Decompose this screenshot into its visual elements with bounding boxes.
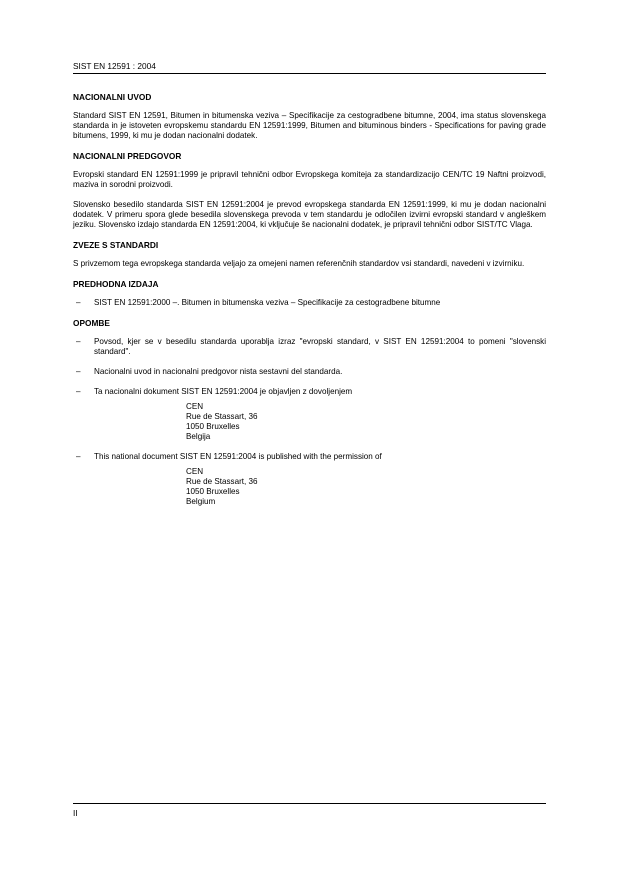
dash-bullet: –	[76, 452, 81, 461]
document-body	[73, 92, 546, 517]
page-header: SIST EN 12591 : 2004	[73, 61, 156, 71]
list-item	[73, 387, 546, 442]
address-line: Rue de Stassart, 36	[186, 412, 258, 421]
list-item	[73, 298, 546, 308]
address-line: Belgija	[186, 432, 211, 441]
section-heading: NACIONALNI UVOD	[73, 92, 152, 102]
list-item	[73, 367, 546, 377]
address-line: 1050 Bruxelles	[186, 487, 240, 496]
paragraph: S privzemom tega evropskega standarda veljajo za omejeni namen referenčnih standardov vsi standardi, navedeni v izvirniku.	[73, 259, 525, 268]
header-rule	[73, 73, 546, 74]
section-heading: OPOMBE	[73, 318, 110, 328]
footer-rule	[73, 803, 546, 804]
address-line: Belgium	[186, 497, 216, 506]
address-line: 1050 Bruxelles	[186, 422, 240, 431]
section-opombe	[73, 318, 546, 507]
list-item-text: Nacionalni uvod in nacionalni predgovor nista sestavni del standarda.	[94, 367, 343, 376]
dash-list	[73, 298, 546, 308]
address-block-en	[186, 467, 546, 507]
section-nacionalni-predgovor	[73, 151, 546, 230]
list-item	[73, 452, 546, 507]
dash-list	[73, 337, 546, 507]
section-nacionalni-uvod	[73, 92, 546, 141]
paragraph: Standard SIST EN 12591, Bitumen in bitumenska veziva – Specifikacije za cestogradbene bitumne, 2004, ima status slovenskega standarda in je istoveten evropskemu standardu EN 12591:1999, Bitumen and bituminous binders - Specifications for paving grade bitumens, 1999, ki mu je dodan nacionalni dodatek.	[73, 111, 546, 140]
section-zveze-s-standardi	[73, 240, 546, 269]
list-item	[73, 337, 546, 357]
address-line: Rue de Stassart, 36	[186, 477, 258, 486]
address-block-sl	[186, 402, 546, 442]
dash-bullet: –	[76, 387, 81, 396]
list-item-text: Ta nacionalni dokument SIST EN 12591:2004 je objavljen z dovoljenjem	[94, 387, 353, 396]
list-item-text: This national document SIST EN 12591:2004 is published with the permission of	[94, 452, 382, 461]
dash-bullet: –	[76, 337, 81, 346]
list-item-text: Povsod, kjer se v besedilu standarda uporablja izraz "evropski standard, v SIST EN 12591:2004 to pomeni "slovenski standard".	[94, 337, 546, 356]
page-number: II	[73, 808, 78, 818]
list-item-text: SIST EN 12591:2000 –. Bitumen in bitumenska veziva – Specifikacije za cestogradbene bitumne	[94, 298, 441, 307]
dash-bullet: –	[76, 298, 81, 307]
paragraph: Slovensko besedilo standarda SIST EN 12591:2004 je prevod evropskega standarda EN 12591:1999, ki mu je dodan nacionalni dodatek. V primeru spora glede besedila slovenskega prevoda v tem standardu je odločilen izvirni evropski standard v angleškem jeziku. Slovensko izdajo standarda EN 12591:2004, ki vključuje še nacionalni dodatek, je pripravil tehnični odbor SIST/TC Vlaga.	[73, 200, 546, 229]
section-heading: PREDHODNA IZDAJA	[73, 279, 159, 289]
dash-bullet: –	[76, 367, 81, 376]
section-heading: NACIONALNI PREDGOVOR	[73, 151, 182, 161]
section-heading: ZVEZE S STANDARDI	[73, 240, 159, 250]
section-predhodna-izdaja	[73, 279, 546, 308]
address-line: CEN	[186, 467, 204, 476]
address-line: CEN	[186, 402, 204, 411]
paragraph: Evropski standard EN 12591:1999 je pripravil tehnični odbor Evropskega komiteja za standardizacijo CEN/TC 19 Naftni proizvodi, maziva in sorodni proizvodi.	[73, 170, 546, 189]
